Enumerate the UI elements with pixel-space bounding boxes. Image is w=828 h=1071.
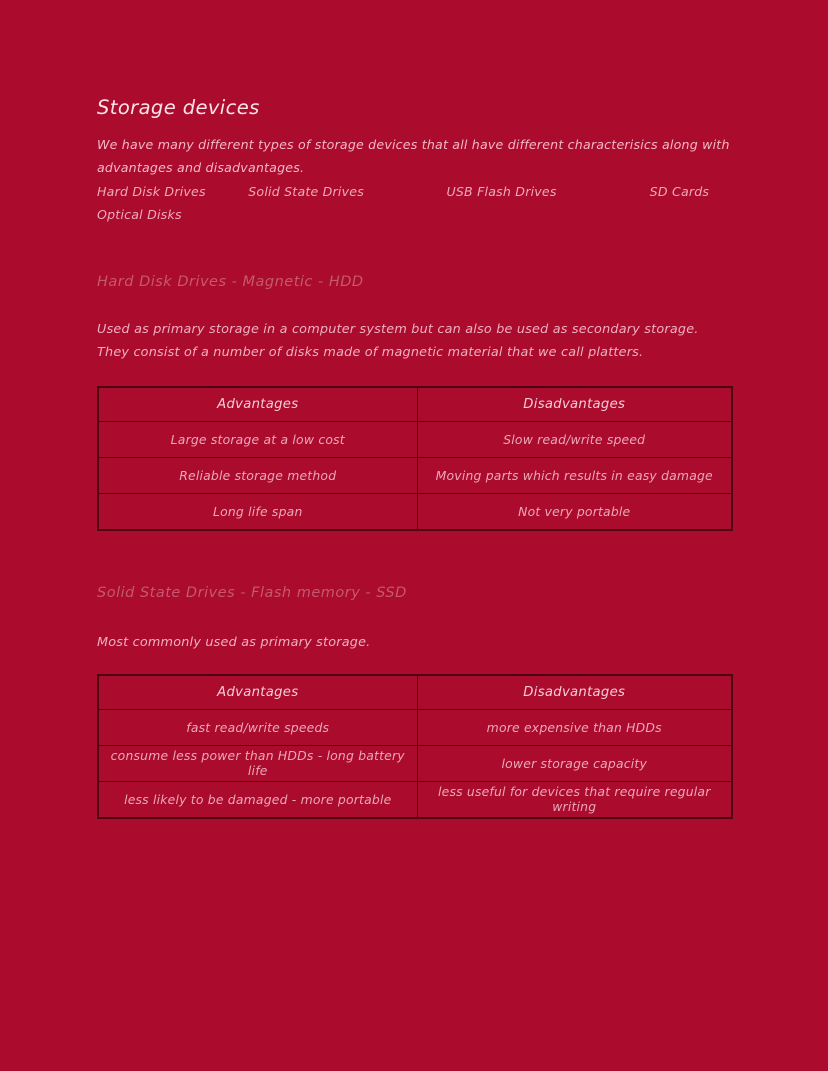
section-hdd [97,272,732,531]
spacer [97,654,732,674]
table-row [98,709,732,745]
device-type-list [97,180,732,226]
list-item-usb-flash-drives: USB Flash Drives [446,183,557,199]
spacer [97,364,732,386]
list-item-sd-cards: SD Cards [649,183,710,199]
section-ssd [97,583,732,819]
table-cell-disadvantage: Slow read/write speed [417,421,732,457]
device-type-row [97,180,732,203]
body-line: Used as primary storage in a computer system but can also be used as secondary storage. [97,321,699,337]
body-line: They consist of a number of disks made of magnetic material that we call platters. [97,344,644,360]
list-item-hard-disk-drives: Hard Disk Drives [97,183,206,199]
spacer [97,226,732,272]
column-header-advantages: Advantages [98,675,417,710]
table-cell-disadvantage: more expensive than HDDs [417,709,732,745]
spacer [97,292,732,318]
column-header-disadvantages: Disadvantages [417,675,732,710]
section-heading-hdd: Hard Disk Drives - Magnetic - HDD [97,273,364,290]
body-line: Most commonly used as primary storage. [97,634,371,650]
table-cell-disadvantage: Not very portable [417,493,732,530]
table-cell-advantage: fast read/write speeds [98,709,417,745]
intro-paragraph: We have many different types of storage devices that all have different characterisics along with advantages and disadvantages. [97,137,730,175]
table-header-row [98,387,732,422]
column-header-advantages: Advantages [98,387,417,422]
table-row [98,421,732,457]
table-row [98,457,732,493]
spacer [97,603,732,631]
spacer [97,531,732,583]
table-cell-disadvantage: lower storage capacity [417,745,732,781]
section-heading-ssd: Solid State Drives - Flash memory - SSD [97,584,407,601]
hdd-comparison-table [97,386,733,531]
ssd-comparison-table [97,674,733,819]
table-cell-advantage: Long life span [98,493,417,530]
page-title: Storage devices [97,96,260,119]
list-item-solid-state-drives: Solid State Drives [248,183,364,199]
table-header-row [98,675,732,710]
table-row [98,493,732,530]
table-row [98,781,732,818]
section-body-ssd [97,631,732,654]
section-body-hdd [97,318,732,364]
table-cell-advantage: Large storage at a low cost [98,421,417,457]
column-header-disadvantages: Disadvantages [417,387,732,422]
table-cell-advantage: consume less power than HDDs - long battery life [98,745,417,781]
table-cell-disadvantage: less useful for devices that require regular writing [417,781,732,818]
list-item-optical-disks: Optical Disks [97,206,182,222]
table-cell-advantage: Reliable storage method [98,457,417,493]
table-cell-advantage: less likely to be damaged - more portable [98,781,417,818]
table-row [98,745,732,781]
table-cell-disadvantage: Moving parts which results in easy damage [417,457,732,493]
device-type-row [97,203,732,226]
